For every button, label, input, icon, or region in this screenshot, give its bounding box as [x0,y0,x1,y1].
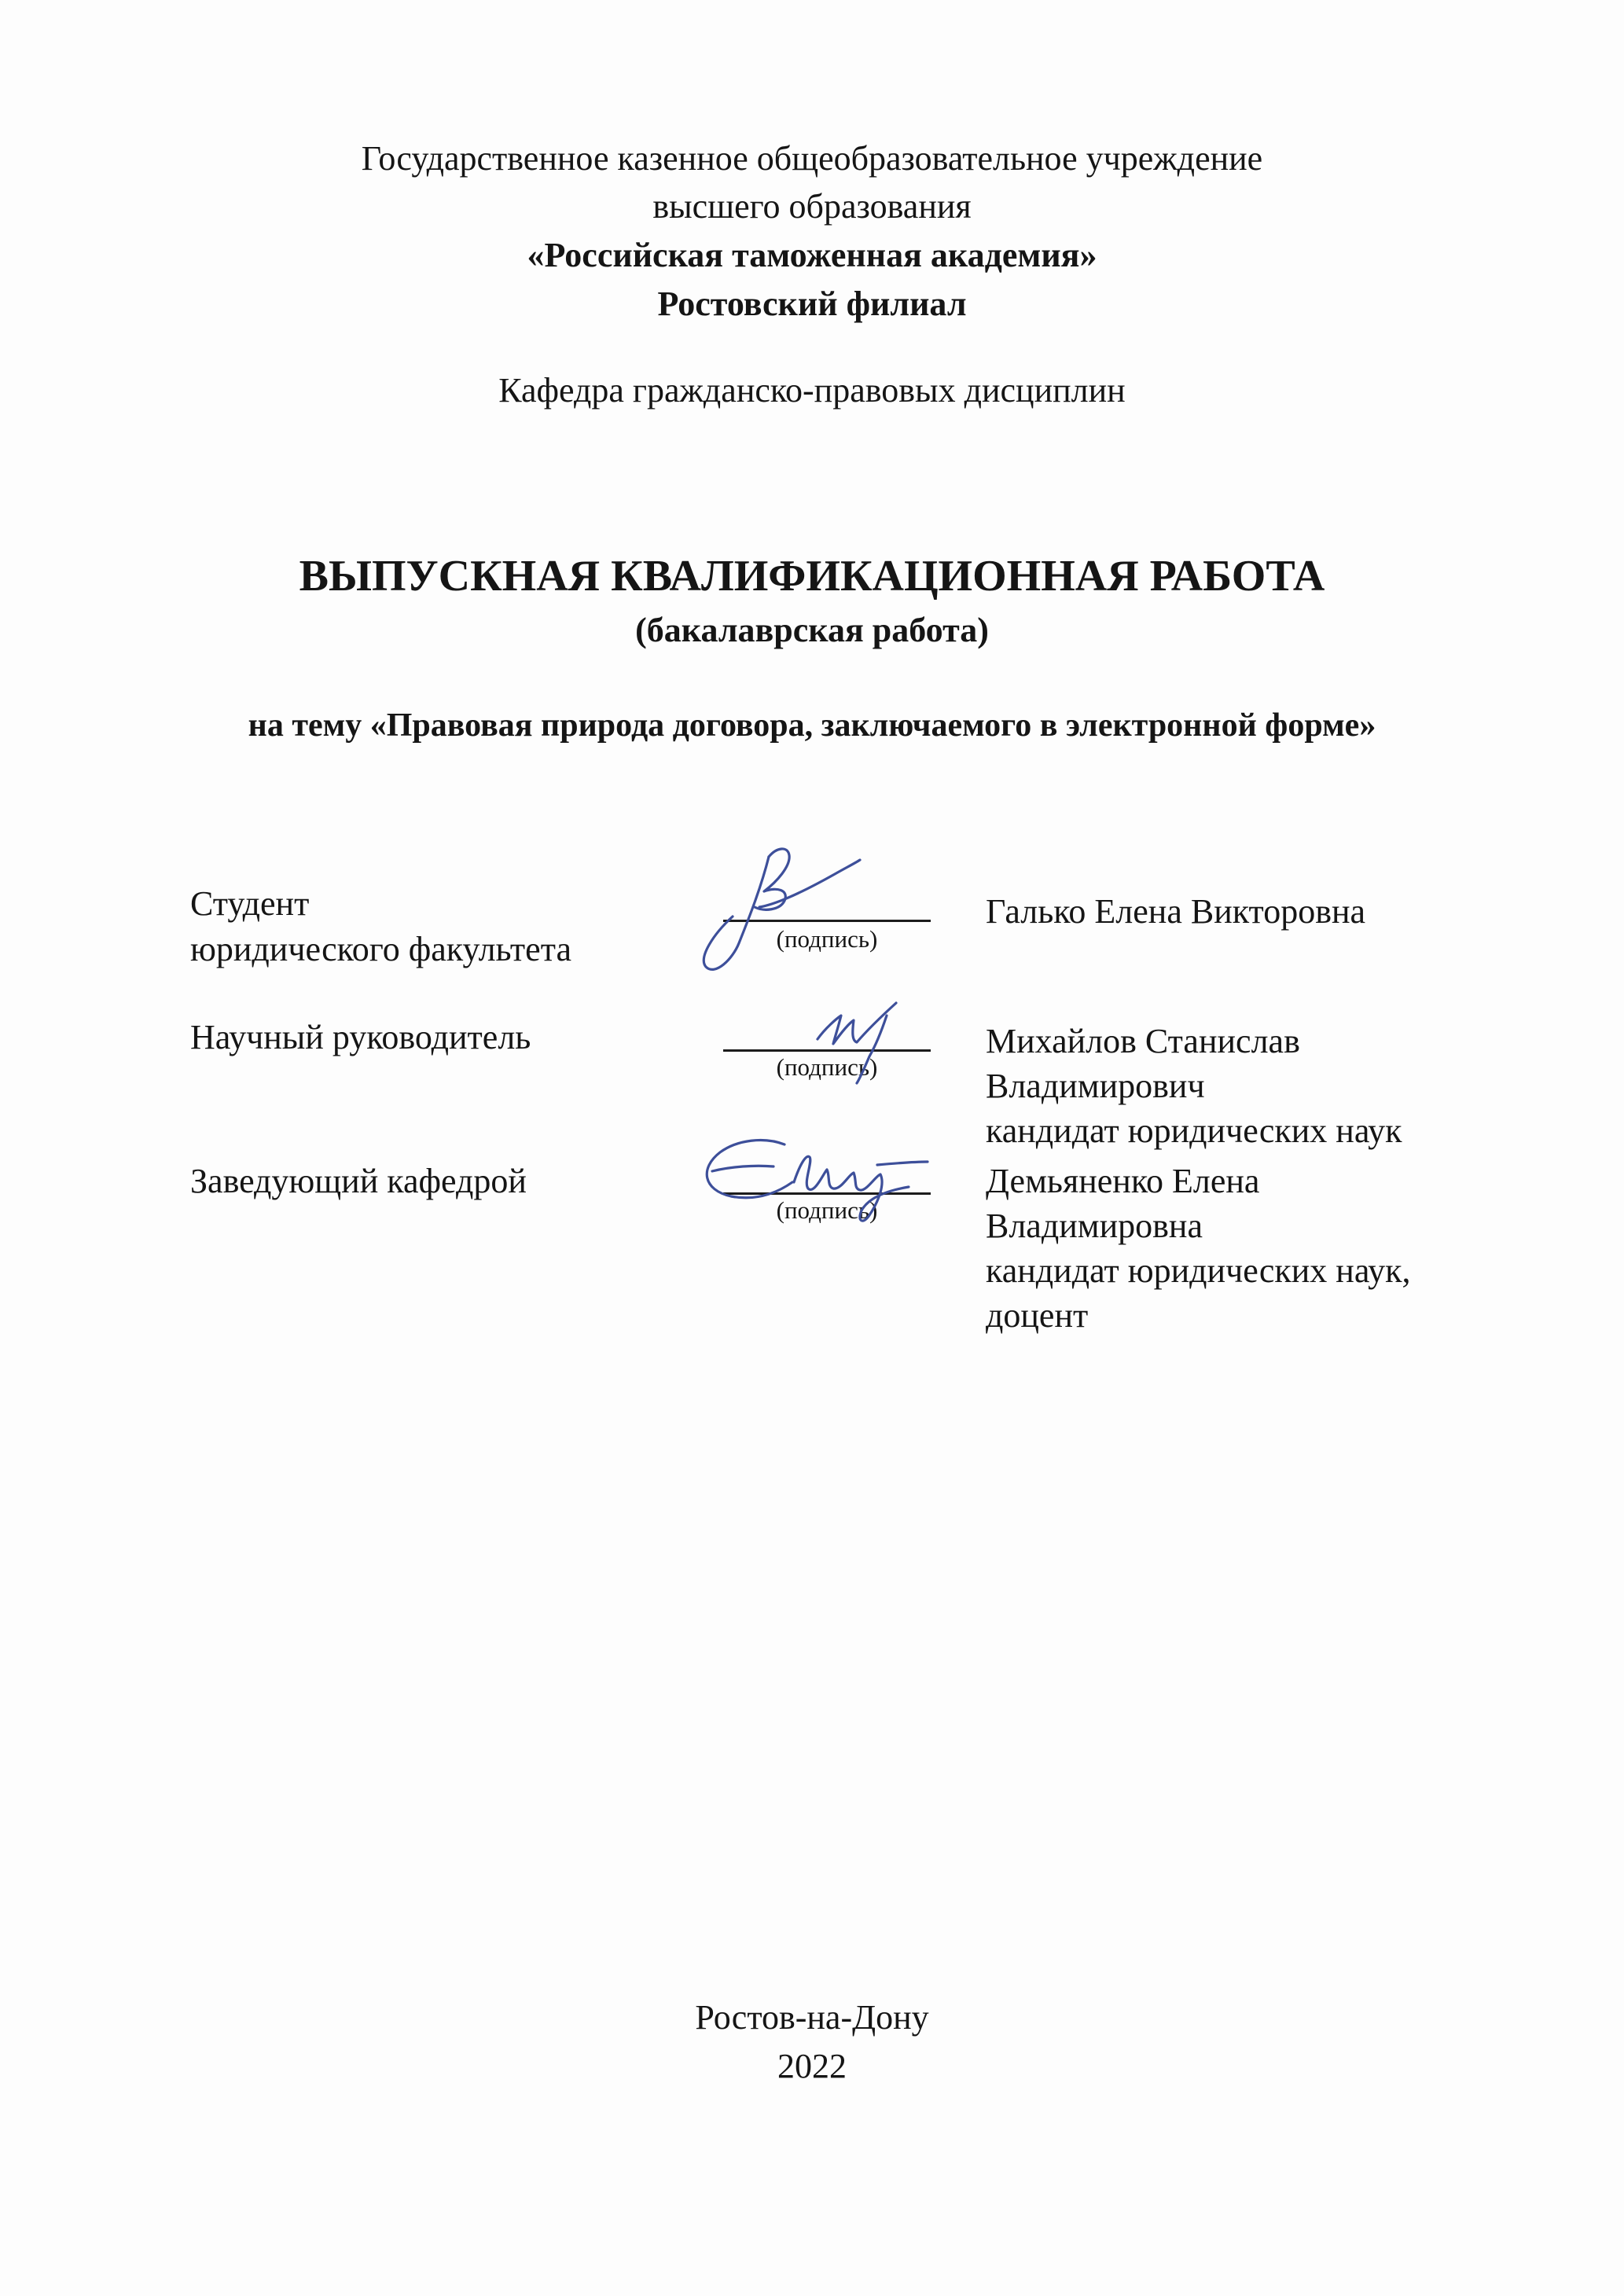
person-advisor-line-3: кандидат юридических наук [986,1111,1402,1150]
role-advisor-line-1: Научный руководитель [190,1018,531,1056]
person-advisor-line-2: Владимирович [986,1067,1205,1105]
institution-line-1: Государственное казенное общеобразовательное учреждение [361,139,1263,178]
footer-year: 2022 [777,2047,847,2085]
institution-line-2: высшего образования [652,187,972,226]
person-student-line-1: Галько Елена Викторовна [986,892,1366,931]
academy-name: «Российская таможенная академия» [527,236,1097,274]
work-subtype: (бакалаврская работа) [635,611,989,649]
person-head-line-1: Демьяненко Елена [986,1162,1260,1200]
role-student-line-2: юридического факультета [190,930,571,968]
person-advisor-line-1: Михайлов Станислав [986,1022,1300,1060]
branch-name: Ростовский филиал [657,285,967,323]
signature-caption-student: (подпись) [776,925,878,953]
person-head-line-4: доцент [986,1296,1089,1335]
role-student-line-1: Студент [190,884,310,923]
person-head-line-2: Владимировна [986,1207,1203,1245]
signature-head [692,1116,959,1234]
person-head-line-3: кандидат юридических наук, [986,1251,1411,1290]
work-topic: на тему «Правовая природа договора, заключаемого в электронной форме» [248,707,1376,744]
footer-city: Ростов-на-Дону [695,1998,929,2037]
department-name: Кафедра гражданско-правовых дисциплин [498,371,1126,410]
work-type-title: ВЫПУСКНАЯ КВАЛИФИКАЦИОННАЯ РАБОТА [299,552,1325,601]
signature-caption-advisor: (подпись) [776,1053,878,1081]
role-head-line-1: Заведующий кафедрой [190,1162,527,1200]
signature-student [692,841,873,983]
signature-caption-head: (подпись) [776,1196,878,1224]
signature-advisor [794,992,928,1086]
